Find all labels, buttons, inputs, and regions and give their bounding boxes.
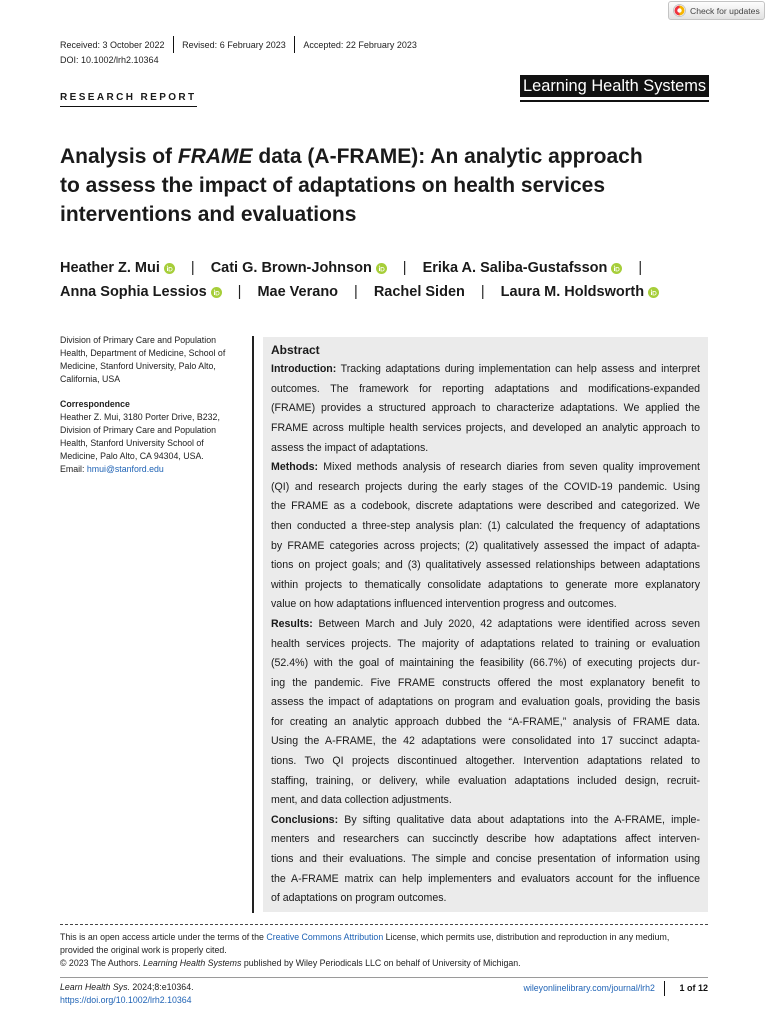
author	[60, 280, 222, 304]
abstract-line-text: then conducted a three-step analysis plan: (1) calculated the frequency of adaptations	[271, 519, 700, 532]
title-text: data (A-FRAME): An analytic approach	[258, 145, 643, 168]
license-text-part: This is an open access article under the terms of the	[60, 931, 264, 942]
doi-link[interactable]: https://doi.org/10.1002/lrh2.10364	[60, 995, 192, 1005]
abstract-line-text: tions on project goals; and (3) qualitatively assessed relationships between adaptations	[271, 559, 700, 572]
abstract-line-text: tions and their evaluations. The simple and concise presentation of information using	[271, 853, 700, 866]
author-line	[60, 256, 659, 280]
correspondence-line: Heather Z. Mui, 3180 Porter Drive, B232,	[60, 411, 220, 422]
title-line: interventions and evaluations	[60, 203, 357, 226]
abstract-line-text: by FRAME categories across projects; (2) qualitatively assessed the impact of adapta-	[271, 539, 700, 552]
abstract-line	[271, 635, 700, 655]
citation-volume: 2024;8:e10364.	[132, 982, 194, 992]
author-line	[60, 280, 659, 304]
abstract-line-text: of adaptations on program outcomes.	[271, 892, 447, 905]
author-name: Mae Verano	[257, 284, 339, 300]
abstract-line	[271, 615, 700, 635]
author-name: Laura M. Holdsworth	[500, 284, 645, 300]
abstract-heading: Abstract	[271, 343, 320, 357]
abstract-line-text: tions. Two QI projects discontinued altogether. Intervention adaptations related to	[271, 755, 700, 768]
orcid-icon	[611, 263, 622, 274]
check-updates-label: Check for updates	[690, 5, 760, 16]
article-type-label: RESEARCH REPORT	[60, 91, 197, 107]
page-number: 1 of 12	[679, 983, 708, 993]
meta-separator	[294, 36, 296, 53]
abstract-line	[271, 889, 700, 909]
creative-commons-link[interactable]: Creative Commons Attribution	[266, 931, 384, 942]
title-text: Analysis of	[60, 145, 173, 168]
abstract-line	[271, 595, 700, 615]
abstract-line	[271, 360, 700, 380]
abstract-line-text: menters and researchers can succinctly describe how adaptations affect interven-	[271, 833, 700, 846]
footer-dashed-rule	[60, 924, 708, 925]
abstract-line-text: the FRAME as a codebook, discrete adaptations were described and categorized. We	[271, 500, 700, 513]
email-line	[60, 463, 245, 476]
abstract-section-label: Results:	[271, 617, 313, 630]
abstract-line	[271, 870, 700, 890]
abstract-line-text: (QI) and research projects during the early stages of the COVID-19 pandemic. Using	[271, 480, 700, 493]
abstract-line	[271, 732, 700, 752]
abstract-line	[271, 772, 700, 792]
author-name: Erika A. Saliba-Gustafsson	[422, 260, 608, 276]
abstract-line	[271, 674, 700, 694]
author-separator: |	[354, 284, 358, 300]
check-updates-button[interactable]	[668, 1, 765, 20]
article-title	[60, 142, 643, 229]
abstract-line	[271, 811, 700, 831]
citation-journal: Learn Health Sys.	[60, 982, 130, 992]
author	[60, 256, 175, 280]
author	[211, 256, 387, 280]
abstract-section-label: Methods:	[271, 461, 319, 474]
abstract-line	[271, 458, 700, 478]
author	[374, 280, 465, 304]
abstract-line-text: (FRAME) provides a structured approach to characterize adaptations. We applied the	[271, 402, 700, 415]
abstract-line-text: Between March and July 2020, 42 adaptations were identified across seven	[318, 617, 700, 630]
abstract-line	[271, 850, 700, 870]
page-separator	[664, 981, 666, 996]
crossmark-icon	[673, 4, 686, 17]
orcid-icon	[164, 263, 175, 274]
affiliation-column	[60, 334, 245, 476]
affiliation-line: Division of Primary Care and Population	[60, 334, 216, 345]
abstract-line	[271, 576, 700, 596]
abstract-line-text: staffing, training, or delivery, while evaluation adaptations included design, recruit-	[271, 774, 700, 787]
abstract-body	[271, 360, 700, 909]
article-history	[60, 36, 417, 53]
abstract-line	[271, 654, 700, 674]
abstract-line	[271, 497, 700, 517]
author	[257, 280, 338, 304]
author	[501, 280, 659, 304]
column-divider	[252, 336, 254, 913]
license-text-part: License, which permits use, distribution and reproduction in any medium,	[385, 931, 670, 942]
license-text: provided the original work is properly cited.	[60, 944, 227, 955]
email-label: Email:	[60, 463, 85, 474]
abstract-line	[271, 693, 700, 713]
license-block	[60, 931, 669, 970]
orcid-icon	[648, 287, 659, 298]
meta-separator	[173, 36, 175, 53]
author-name: Heather Z. Mui	[60, 260, 160, 276]
title-line: to assess the impact of adaptations on health services	[60, 174, 606, 197]
author-list	[60, 256, 659, 304]
abstract-line	[271, 419, 700, 439]
abstract-line-text: assess the impact of adaptations on program and evaluation goals, providing the basis	[271, 696, 700, 709]
abstract-line-text: within projects to thematically consolidate adaptations to generate more explanatory	[271, 578, 700, 591]
abstract-line-text: ment, and data collection adjustments.	[271, 794, 452, 807]
correspondence-heading: Correspondence	[60, 398, 130, 409]
abstract-line	[271, 517, 700, 537]
license-text	[60, 931, 669, 944]
title-italic-text: FRAME	[177, 145, 253, 168]
author-name: Cati G. Brown-Johnson	[210, 260, 372, 276]
abstract-line-text: the A-FRAME matrix can help implementers and evaluators account for the influence	[271, 872, 700, 885]
footer-rule	[60, 977, 708, 978]
abstract-line	[271, 537, 700, 557]
email-link[interactable]: hmui@stanford.edu	[86, 463, 164, 474]
abstract-line-text: outcomes. The framework for reporting adaptations and modifications-expanded	[271, 382, 700, 395]
abstract-line	[271, 713, 700, 733]
abstract-line	[271, 830, 700, 850]
journal-url-link[interactable]: wileyonlinelibrary.com/journal/lrh2	[523, 983, 655, 993]
abstract-line-text: health services projects. The majority of adaptations related to training or evaluation	[271, 637, 700, 650]
affiliation-line: Medicine, Stanford University, Palo Alto,	[60, 360, 216, 371]
author-separator: |	[402, 260, 407, 276]
abstract-line-text: By sifting qualitative data about adaptations into the A-FRAME, imple-	[344, 813, 700, 826]
author-name: Rachel Siden	[373, 284, 465, 300]
abstract-line-text: ing the pandemic. Five FRAME constructs offered the most explanatory benefit to	[271, 676, 700, 689]
accepted-date: Accepted: 22 February 2023	[303, 39, 417, 50]
correspondence-line: Health, Stanford University School of	[60, 437, 204, 448]
correspondence-line: Medicine, Palo Alto, CA 94304, USA.	[60, 450, 204, 461]
author-separator: |	[190, 260, 195, 276]
abstract-line-text: Using the A-FRAME, the 42 adaptations were consolidated into 17 succinct adapta-	[271, 735, 700, 748]
footer-right	[524, 981, 708, 995]
abstract-line-text: assess the impact of adaptations.	[271, 441, 429, 454]
affiliation-line: Health, Department of Medicine, School of	[60, 347, 226, 358]
orcid-icon	[376, 263, 387, 274]
copyright-line	[60, 957, 669, 970]
abstract-line	[271, 380, 700, 400]
abstract-line-text: (52.4%) with the goal of maintaining the feasibility (66.7%) of executing projects dur-	[271, 657, 700, 670]
abstract-line-text: Mixed methods analysis of research diaries from seven quality improvement	[323, 461, 700, 474]
doi-line: DOI: 10.1002/lrh2.10364	[60, 55, 159, 65]
abstract-line-text: Tracking adaptations during implementation can help assess and interpret	[340, 363, 700, 376]
copyright-text: published by Wiley Periodicals LLC on behalf of University of Michigan.	[243, 957, 521, 968]
orcid-icon	[211, 287, 222, 298]
citation	[60, 981, 194, 1007]
correspondence-line: Division of Primary Care and Population	[60, 424, 216, 435]
author-separator: |	[237, 284, 242, 300]
revised-date: Revised: 6 February 2023	[182, 39, 286, 50]
abstract-section-label: Conclusions:	[271, 813, 339, 826]
journal-name-italic: Learning Health Systems	[143, 957, 242, 968]
abstract-line-text: FRAME across multiple health services projects, and developed an analytic approach to	[271, 421, 700, 434]
abstract-line-text: value on how adaptations influenced intervention progress and outcomes.	[271, 598, 617, 611]
copyright-text: © 2023 The Authors.	[60, 957, 141, 968]
affiliation-line: California, USA	[60, 373, 121, 384]
journal-logo: Learning Health Systems	[520, 75, 709, 97]
abstract-line	[271, 439, 700, 459]
abstract-line	[271, 478, 700, 498]
author-name: Anna Sophia Lessios	[60, 284, 207, 300]
received-date: Received: 3 October 2022	[60, 39, 165, 50]
journal-logo-rule	[520, 100, 709, 102]
abstract-line	[271, 556, 700, 576]
abstract-section-label: Introduction:	[271, 363, 337, 376]
author	[423, 256, 623, 280]
author-separator: |	[480, 284, 485, 300]
author-separator: |	[638, 260, 643, 276]
abstract-line	[271, 752, 700, 772]
citation-line	[60, 981, 194, 994]
abstract-line	[271, 399, 700, 419]
abstract-line	[271, 791, 700, 811]
abstract-line-text: for creating an analytic approach dubbed the “A-FRAME,” analysis of FRAME data.	[271, 715, 700, 728]
abstract-box	[263, 337, 708, 912]
title-line	[60, 142, 643, 171]
